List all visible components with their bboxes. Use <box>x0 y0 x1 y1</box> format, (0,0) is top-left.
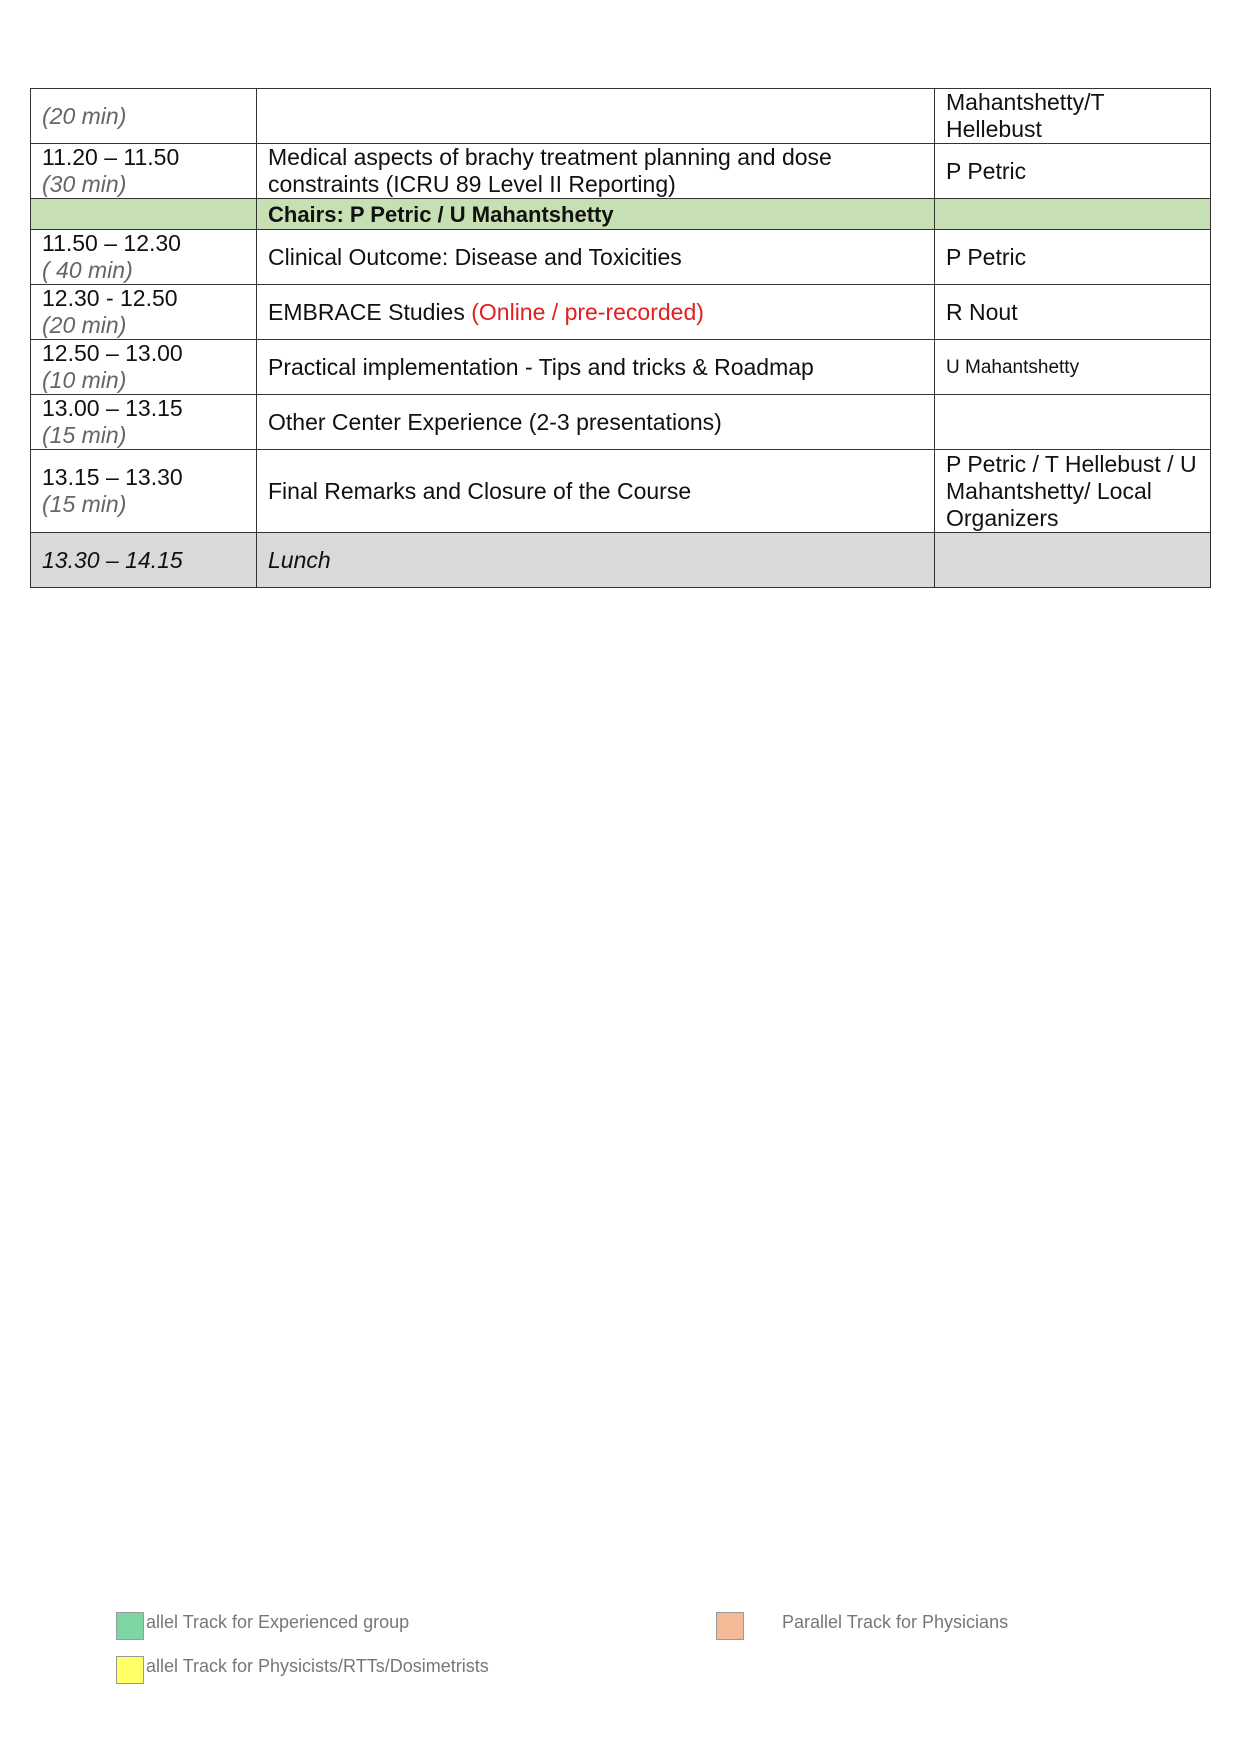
table-row <box>31 230 1211 285</box>
speaker-cell: P Petric <box>935 144 1211 199</box>
table-row <box>31 340 1211 395</box>
speaker-cell: R Nout <box>935 285 1211 340</box>
time-cell: 13.30 – 14.15 <box>31 533 257 588</box>
legend-label-physicists: allel Track for Physicists/RTTs/Dosimetrists <box>146 1656 489 1676</box>
topic-cell: Other Center Experience (2-3 presentations) <box>257 395 935 450</box>
duration: (30 min) <box>42 171 127 197</box>
lunch-row <box>31 533 1211 588</box>
speaker-cell: P Petric / T Hellebust / U Mahantshetty/ Local Organizers <box>935 450 1211 533</box>
time-range: 13.00 – 13.15 <box>42 395 183 421</box>
time-range: 13.15 – 13.30 <box>42 464 183 490</box>
time-cell <box>31 199 257 230</box>
topic-text: EMBRACE Studies <box>268 298 465 325</box>
time-range: 11.20 – 11.50 <box>42 144 180 170</box>
table-row <box>31 144 1211 199</box>
time-cell <box>31 285 257 340</box>
chairs-row <box>31 199 1211 230</box>
speaker-cell <box>935 395 1211 450</box>
speaker-cell <box>935 199 1211 230</box>
table-row <box>31 89 1211 144</box>
duration: (15 min) <box>42 491 127 517</box>
chairs-label: Chairs: P Petric / U Mahantshetty <box>268 201 614 227</box>
topic-cell: Final Remarks and Closure of the Course <box>257 450 935 533</box>
topic-cell: Medical aspects of brachy treatment planning and dose constraints (ICRU 89 Level II Reporting) <box>257 144 935 199</box>
speaker-cell: U Mahantshetty <box>935 340 1211 395</box>
online-note: (Online / pre-recorded) <box>471 298 704 325</box>
topic-cell: Clinical Outcome: Disease and Toxicities <box>257 230 935 285</box>
time-cell <box>31 144 257 199</box>
time-cell <box>31 395 257 450</box>
topic-cell <box>257 285 935 340</box>
time-range: 12.50 – 13.00 <box>42 340 183 366</box>
duration: ( 40 min) <box>42 257 133 283</box>
legend-swatch-experienced <box>116 1612 144 1640</box>
legend-swatch-physicians <box>716 1612 744 1640</box>
duration: (20 min) <box>42 312 127 338</box>
legend-label-physicians: Parallel Track for Physicians <box>782 1612 1009 1632</box>
speaker-cell <box>935 533 1211 588</box>
chairs-cell <box>257 199 935 230</box>
speaker-cell: Mahantshetty/T Hellebust <box>935 89 1211 144</box>
time-cell <box>31 230 257 285</box>
speaker-cell: P Petric <box>935 230 1211 285</box>
duration: (20 min) <box>42 102 127 129</box>
table-row <box>31 395 1211 450</box>
duration: (10 min) <box>42 367 127 393</box>
time-cell <box>31 340 257 395</box>
time-range: 11.50 – 12.30 <box>42 230 181 256</box>
time-cell <box>31 450 257 533</box>
legend-label-experienced: allel Track for Experienced group <box>146 1612 410 1632</box>
table-row <box>31 285 1211 340</box>
time-cell <box>31 89 257 144</box>
time-range: 12.30 - 12.50 <box>42 285 178 311</box>
topic-cell: Practical implementation - Tips and tricks & Roadmap <box>257 340 935 395</box>
table-row <box>31 450 1211 533</box>
duration: (15 min) <box>42 422 127 448</box>
legend-swatch-physicists <box>116 1656 144 1684</box>
schedule-table <box>30 88 1211 588</box>
topic-cell <box>257 89 935 144</box>
topic-cell: Lunch <box>257 533 935 588</box>
